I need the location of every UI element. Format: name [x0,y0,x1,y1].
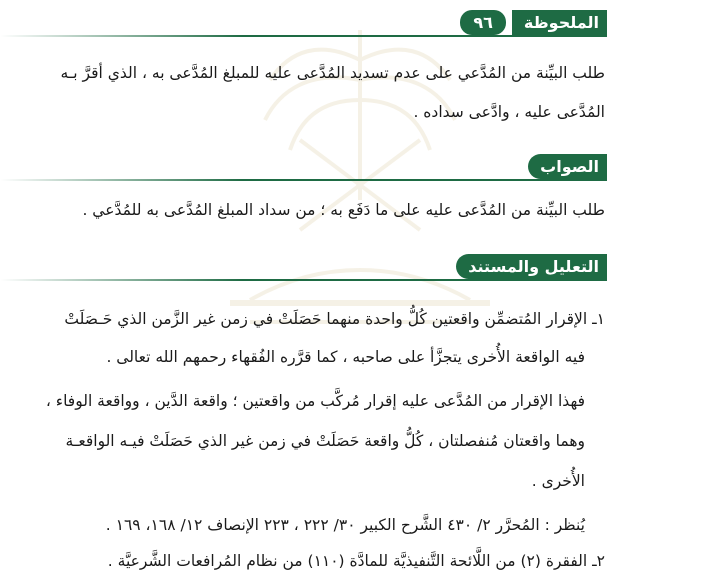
reasoning-title: التعليل والمستند [456,254,607,279]
observation-line-1: طلب البيِّنة من المُدَّعي على عدم تسديد المُدَّعى عليه للمبلغ المُدَّعى به ، الذي أقرَّ بـه [60,64,605,82]
correction-line-1: طلب البيِّنة من المُدَّعى عليه على ما دَفَع به ؛ من سداد المبلغ المُدَّعى به للمُدَّعي . [82,201,605,219]
reasoning-line-7: ٢ـ الفقرة (٢) من اللَّائحة التَّنفيذيَّة للمادَّة (١١٠) من نظام المُرافعات الشَّرعيَّة . [107,552,605,570]
observation-header-pill [460,10,607,37]
reasoning-header [0,254,607,281]
correction-header-pill [528,154,607,181]
reasoning-line-2: فيه الواقعة الأُخرى يتجزَّأ على صاحبه ، كما قرَّره الفُقهاء رحمهم الله تعالى . [106,348,585,366]
correction-title: الصواب [528,154,607,179]
observation-line-2: المُدَّعى عليه ، وادَّعى سداده . [413,103,605,121]
observation-title: الملحوظة [512,10,607,35]
correction-header-line [0,179,607,181]
reasoning-line-3: فهذا الإقرار من المُدَّعى عليه إقرار مُركَّب من واقعتين ؛ واقعة الدَّين ، وواقعة الوفاء ، [45,392,585,410]
correction-header [0,154,607,181]
reasoning-header-pill [456,254,607,281]
reasoning-line-1: ١ـ الإقرار المُتضمِّن واقعتين كُلُّ واحدة منهما حَصَلَتْ في زمن غير الزَّمن الذي حَـصَلَتْ [64,310,605,328]
observation-number-badge: ٩٦ [460,10,506,35]
reasoning-line-4: وهما واقعتان مُنفصلتان ، كُلُّ واقعة حَصَلَتْ في زمن غير الذي حَصَلَتْ فيـه الواقعـة [65,432,585,450]
reasoning-line-5: الأُخرى . [531,472,585,490]
observation-header [0,10,607,37]
reasoning-reference-line: يُنظر : المُحرَّر ٢/ ٤٣٠ الشَّرح الكبير ٣٠/ ٢٢٢ ، ٢٢٣ الإنصاف ١٢/ ١٦٨، ١٦٩ . [105,516,585,534]
